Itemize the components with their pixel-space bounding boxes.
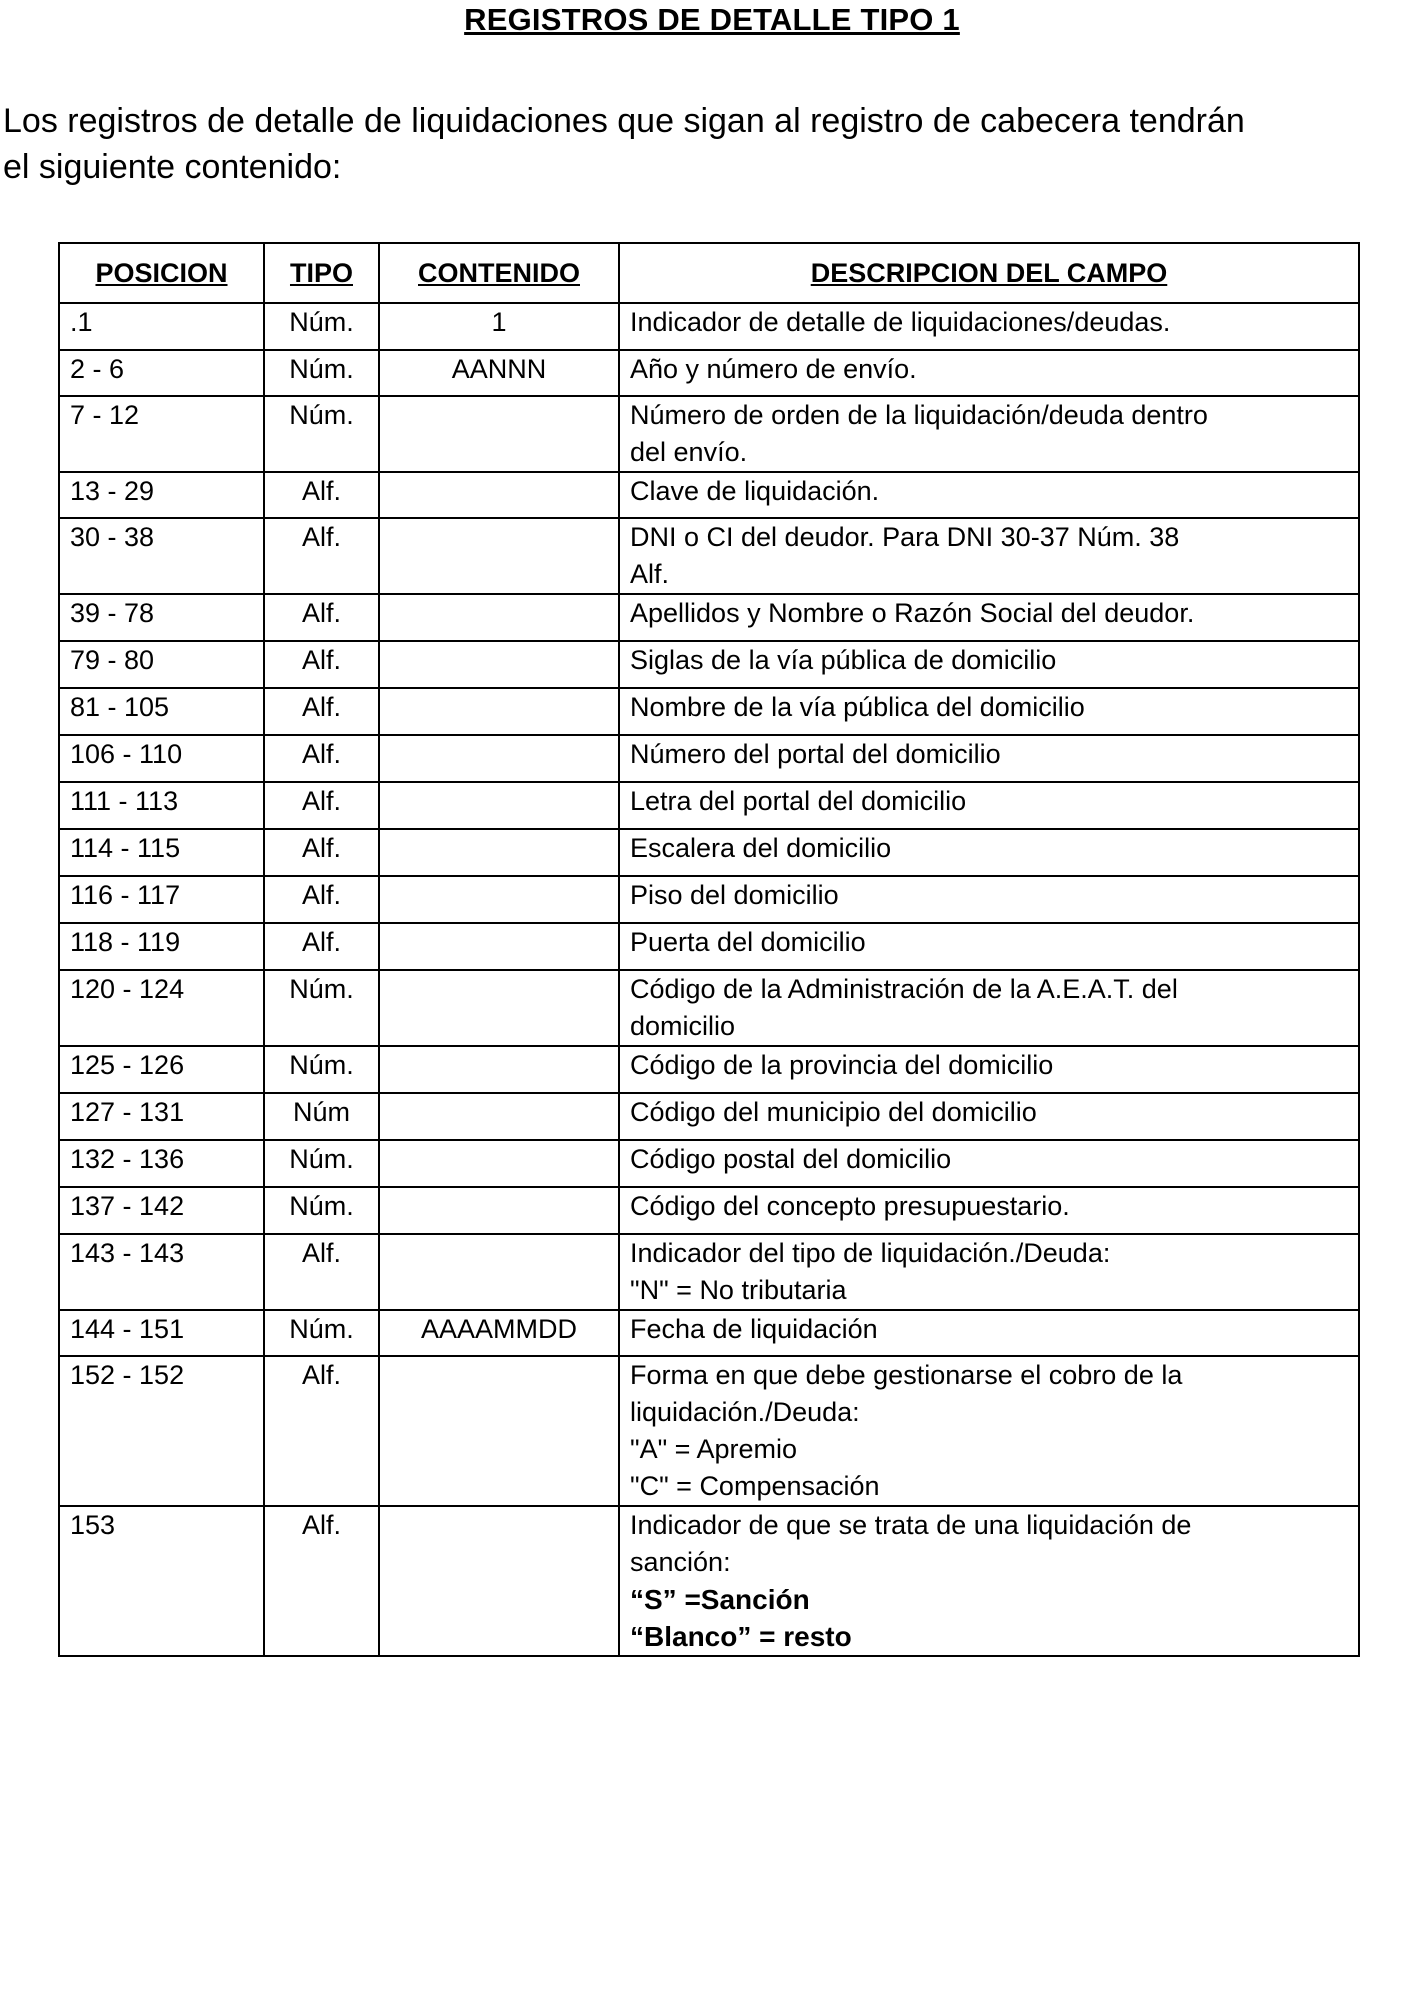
cell-descripcion	[619, 735, 1359, 782]
table-row	[59, 1310, 1359, 1356]
table-row	[59, 303, 1359, 350]
cell-contenido	[379, 735, 619, 782]
table-row	[59, 396, 1359, 472]
cell-posicion: 144 - 151	[59, 1310, 264, 1356]
cell-tipo: Núm	[264, 1093, 379, 1140]
cell-descripcion	[619, 1187, 1359, 1234]
header-contenido: CONTENIDO	[379, 243, 619, 303]
cell-tipo: Alf.	[264, 641, 379, 688]
cell-posicion: 39 - 78	[59, 594, 264, 641]
cell-tipo: Núm.	[264, 303, 379, 350]
description-line: Código de la Administración de la A.E.A.T. del	[630, 974, 1178, 1004]
header-tipo: TIPO	[264, 243, 379, 303]
cell-descripcion	[619, 1234, 1359, 1310]
cell-contenido	[379, 782, 619, 829]
cell-descripcion	[619, 970, 1359, 1046]
table-row	[59, 641, 1359, 688]
cell-tipo: Núm.	[264, 396, 379, 472]
description-line: Piso del domicilio	[630, 880, 839, 910]
document-title: REGISTROS DE DETALLE TIPO 1	[464, 2, 960, 37]
table-row	[59, 350, 1359, 396]
table-row	[59, 1506, 1359, 1656]
table-row	[59, 970, 1359, 1046]
cell-descripcion	[619, 1356, 1359, 1506]
cell-contenido	[379, 396, 619, 472]
description-line: Número de orden de la liquidación/deuda dentro	[630, 400, 1208, 430]
cell-contenido	[379, 1046, 619, 1093]
cell-contenido	[379, 594, 619, 641]
description-line: domicilio	[630, 1011, 736, 1041]
cell-tipo: Alf.	[264, 923, 379, 970]
cell-descripcion	[619, 782, 1359, 829]
cell-contenido	[379, 829, 619, 876]
intro-line-1: Los registros de detalle de liquidaciones que sigan al registro de cabecera tendrán	[3, 102, 1245, 140]
description-line: Código del municipio del domicilio	[630, 1097, 1037, 1127]
description-line: Clave de liquidación.	[630, 476, 880, 506]
cell-descripcion	[619, 472, 1359, 518]
table-row	[59, 688, 1359, 735]
cell-tipo: Núm.	[264, 1140, 379, 1187]
cell-descripcion	[619, 829, 1359, 876]
table-row	[59, 923, 1359, 970]
cell-descripcion	[619, 396, 1359, 472]
cell-tipo: Alf.	[264, 1234, 379, 1310]
description-line: Alf.	[630, 559, 670, 589]
description-line: Código de la provincia del domicilio	[630, 1050, 1054, 1080]
cell-tipo: Núm.	[264, 1046, 379, 1093]
cell-contenido	[379, 1356, 619, 1506]
cell-descripcion	[619, 688, 1359, 735]
cell-tipo: Alf.	[264, 1356, 379, 1506]
description-line: Siglas de la vía pública de domicilio	[630, 645, 1057, 675]
cell-tipo: Núm.	[264, 970, 379, 1046]
cell-tipo: Alf.	[264, 829, 379, 876]
table-row	[59, 1140, 1359, 1187]
cell-posicion: 13 - 29	[59, 472, 264, 518]
description-line: del envío.	[630, 437, 748, 467]
cell-tipo: Núm.	[264, 1187, 379, 1234]
cell-contenido: AANNN	[379, 350, 619, 396]
description-bold-line: “Blanco” = resto	[630, 1621, 852, 1652]
table-row	[59, 1093, 1359, 1140]
cell-descripcion	[619, 1310, 1359, 1356]
cell-posicion: 152 - 152	[59, 1356, 264, 1506]
description-line: Código del concepto presupuestario.	[630, 1191, 1070, 1221]
description-line: Escalera del domicilio	[630, 833, 892, 863]
cell-tipo: Alf.	[264, 518, 379, 594]
description-line: "A" = Apremio	[630, 1434, 797, 1464]
cell-contenido	[379, 641, 619, 688]
cell-posicion: 118 - 119	[59, 923, 264, 970]
description-line: "C" = Compensación	[630, 1471, 880, 1501]
table-header-row	[59, 243, 1359, 303]
description-line: Código postal del domicilio	[630, 1144, 952, 1174]
cell-contenido	[379, 1093, 619, 1140]
intro-line-2: el siguiente contenido:	[3, 148, 342, 186]
table-row	[59, 594, 1359, 641]
cell-contenido	[379, 1506, 619, 1656]
cell-posicion: 106 - 110	[59, 735, 264, 782]
description-line: Indicador de que se trata de una liquidación de	[630, 1510, 1192, 1540]
cell-tipo: Alf.	[264, 735, 379, 782]
cell-posicion: .1	[59, 303, 264, 350]
table-row	[59, 472, 1359, 518]
cell-descripcion	[619, 923, 1359, 970]
description-line: Letra del portal del domicilio	[630, 786, 967, 816]
header-posicion: POSICION	[59, 243, 264, 303]
description-line: sanción:	[630, 1547, 731, 1577]
cell-posicion: 79 - 80	[59, 641, 264, 688]
description-line: DNI o CI del deudor. Para DNI 30-37 Núm. 38	[630, 522, 1180, 552]
cell-contenido	[379, 923, 619, 970]
cell-tipo: Alf.	[264, 876, 379, 923]
table-row	[59, 782, 1359, 829]
cell-posicion: 30 - 38	[59, 518, 264, 594]
cell-posicion: 137 - 142	[59, 1187, 264, 1234]
cell-tipo: Núm.	[264, 1310, 379, 1356]
cell-descripcion	[619, 876, 1359, 923]
description-line: Puerta del domicilio	[630, 927, 866, 957]
description-line: Nombre de la vía pública del domicilio	[630, 692, 1085, 722]
record-spec-table	[58, 242, 1360, 1657]
cell-posicion: 81 - 105	[59, 688, 264, 735]
cell-tipo: Alf.	[264, 782, 379, 829]
cell-descripcion	[619, 1506, 1359, 1656]
cell-contenido	[379, 1140, 619, 1187]
cell-contenido: 1	[379, 303, 619, 350]
cell-descripcion	[619, 1046, 1359, 1093]
cell-posicion: 120 - 124	[59, 970, 264, 1046]
cell-tipo: Alf.	[264, 594, 379, 641]
table-row	[59, 1046, 1359, 1093]
cell-posicion: 153	[59, 1506, 264, 1656]
cell-contenido	[379, 688, 619, 735]
cell-contenido	[379, 876, 619, 923]
cell-contenido	[379, 1234, 619, 1310]
table-row	[59, 829, 1359, 876]
table-body	[59, 303, 1359, 1656]
cell-tipo: Alf.	[264, 472, 379, 518]
description-line: Indicador de detalle de liquidaciones/deudas.	[630, 307, 1171, 337]
description-line: liquidación./Deuda:	[630, 1397, 860, 1427]
cell-contenido	[379, 970, 619, 1046]
cell-contenido	[379, 518, 619, 594]
description-line: Fecha de liquidación	[630, 1314, 878, 1344]
cell-posicion: 143 - 143	[59, 1234, 264, 1310]
cell-tipo: Alf.	[264, 688, 379, 735]
cell-posicion: 132 - 136	[59, 1140, 264, 1187]
cell-contenido	[379, 1187, 619, 1234]
cell-posicion: 114 - 115	[59, 829, 264, 876]
table-row	[59, 876, 1359, 923]
description-line: Número del portal del domicilio	[630, 739, 1001, 769]
table-row	[59, 1187, 1359, 1234]
cell-descripcion	[619, 518, 1359, 594]
intro-paragraph	[3, 98, 1423, 190]
cell-posicion: 111 - 113	[59, 782, 264, 829]
cell-tipo: Núm.	[264, 350, 379, 396]
cell-contenido	[379, 472, 619, 518]
cell-descripcion	[619, 641, 1359, 688]
table-row	[59, 735, 1359, 782]
description-bold-line: “S” =Sanción	[630, 1584, 810, 1615]
table-row	[59, 518, 1359, 594]
cell-posicion: 116 - 117	[59, 876, 264, 923]
cell-tipo: Alf.	[264, 1506, 379, 1656]
cell-posicion: 127 - 131	[59, 1093, 264, 1140]
cell-posicion: 125 - 126	[59, 1046, 264, 1093]
cell-contenido: AAAAMMDD	[379, 1310, 619, 1356]
cell-posicion: 2 - 6	[59, 350, 264, 396]
cell-descripcion	[619, 1140, 1359, 1187]
description-line: Apellidos y Nombre o Razón Social del deudor.	[630, 598, 1195, 628]
cell-descripcion	[619, 303, 1359, 350]
description-line: Forma en que debe gestionarse el cobro de la	[630, 1360, 1183, 1390]
cell-descripcion	[619, 594, 1359, 641]
header-descripcion: DESCRIPCION DEL CAMPO	[619, 243, 1359, 303]
table-row	[59, 1356, 1359, 1506]
table-row	[59, 1234, 1359, 1310]
cell-descripcion	[619, 350, 1359, 396]
cell-descripcion	[619, 1093, 1359, 1140]
description-line: Indicador del tipo de liquidación./Deuda:	[630, 1238, 1111, 1268]
description-line: "N" = No tributaria	[630, 1275, 847, 1305]
description-line: Año y número de envío.	[630, 354, 917, 384]
cell-posicion: 7 - 12	[59, 396, 264, 472]
